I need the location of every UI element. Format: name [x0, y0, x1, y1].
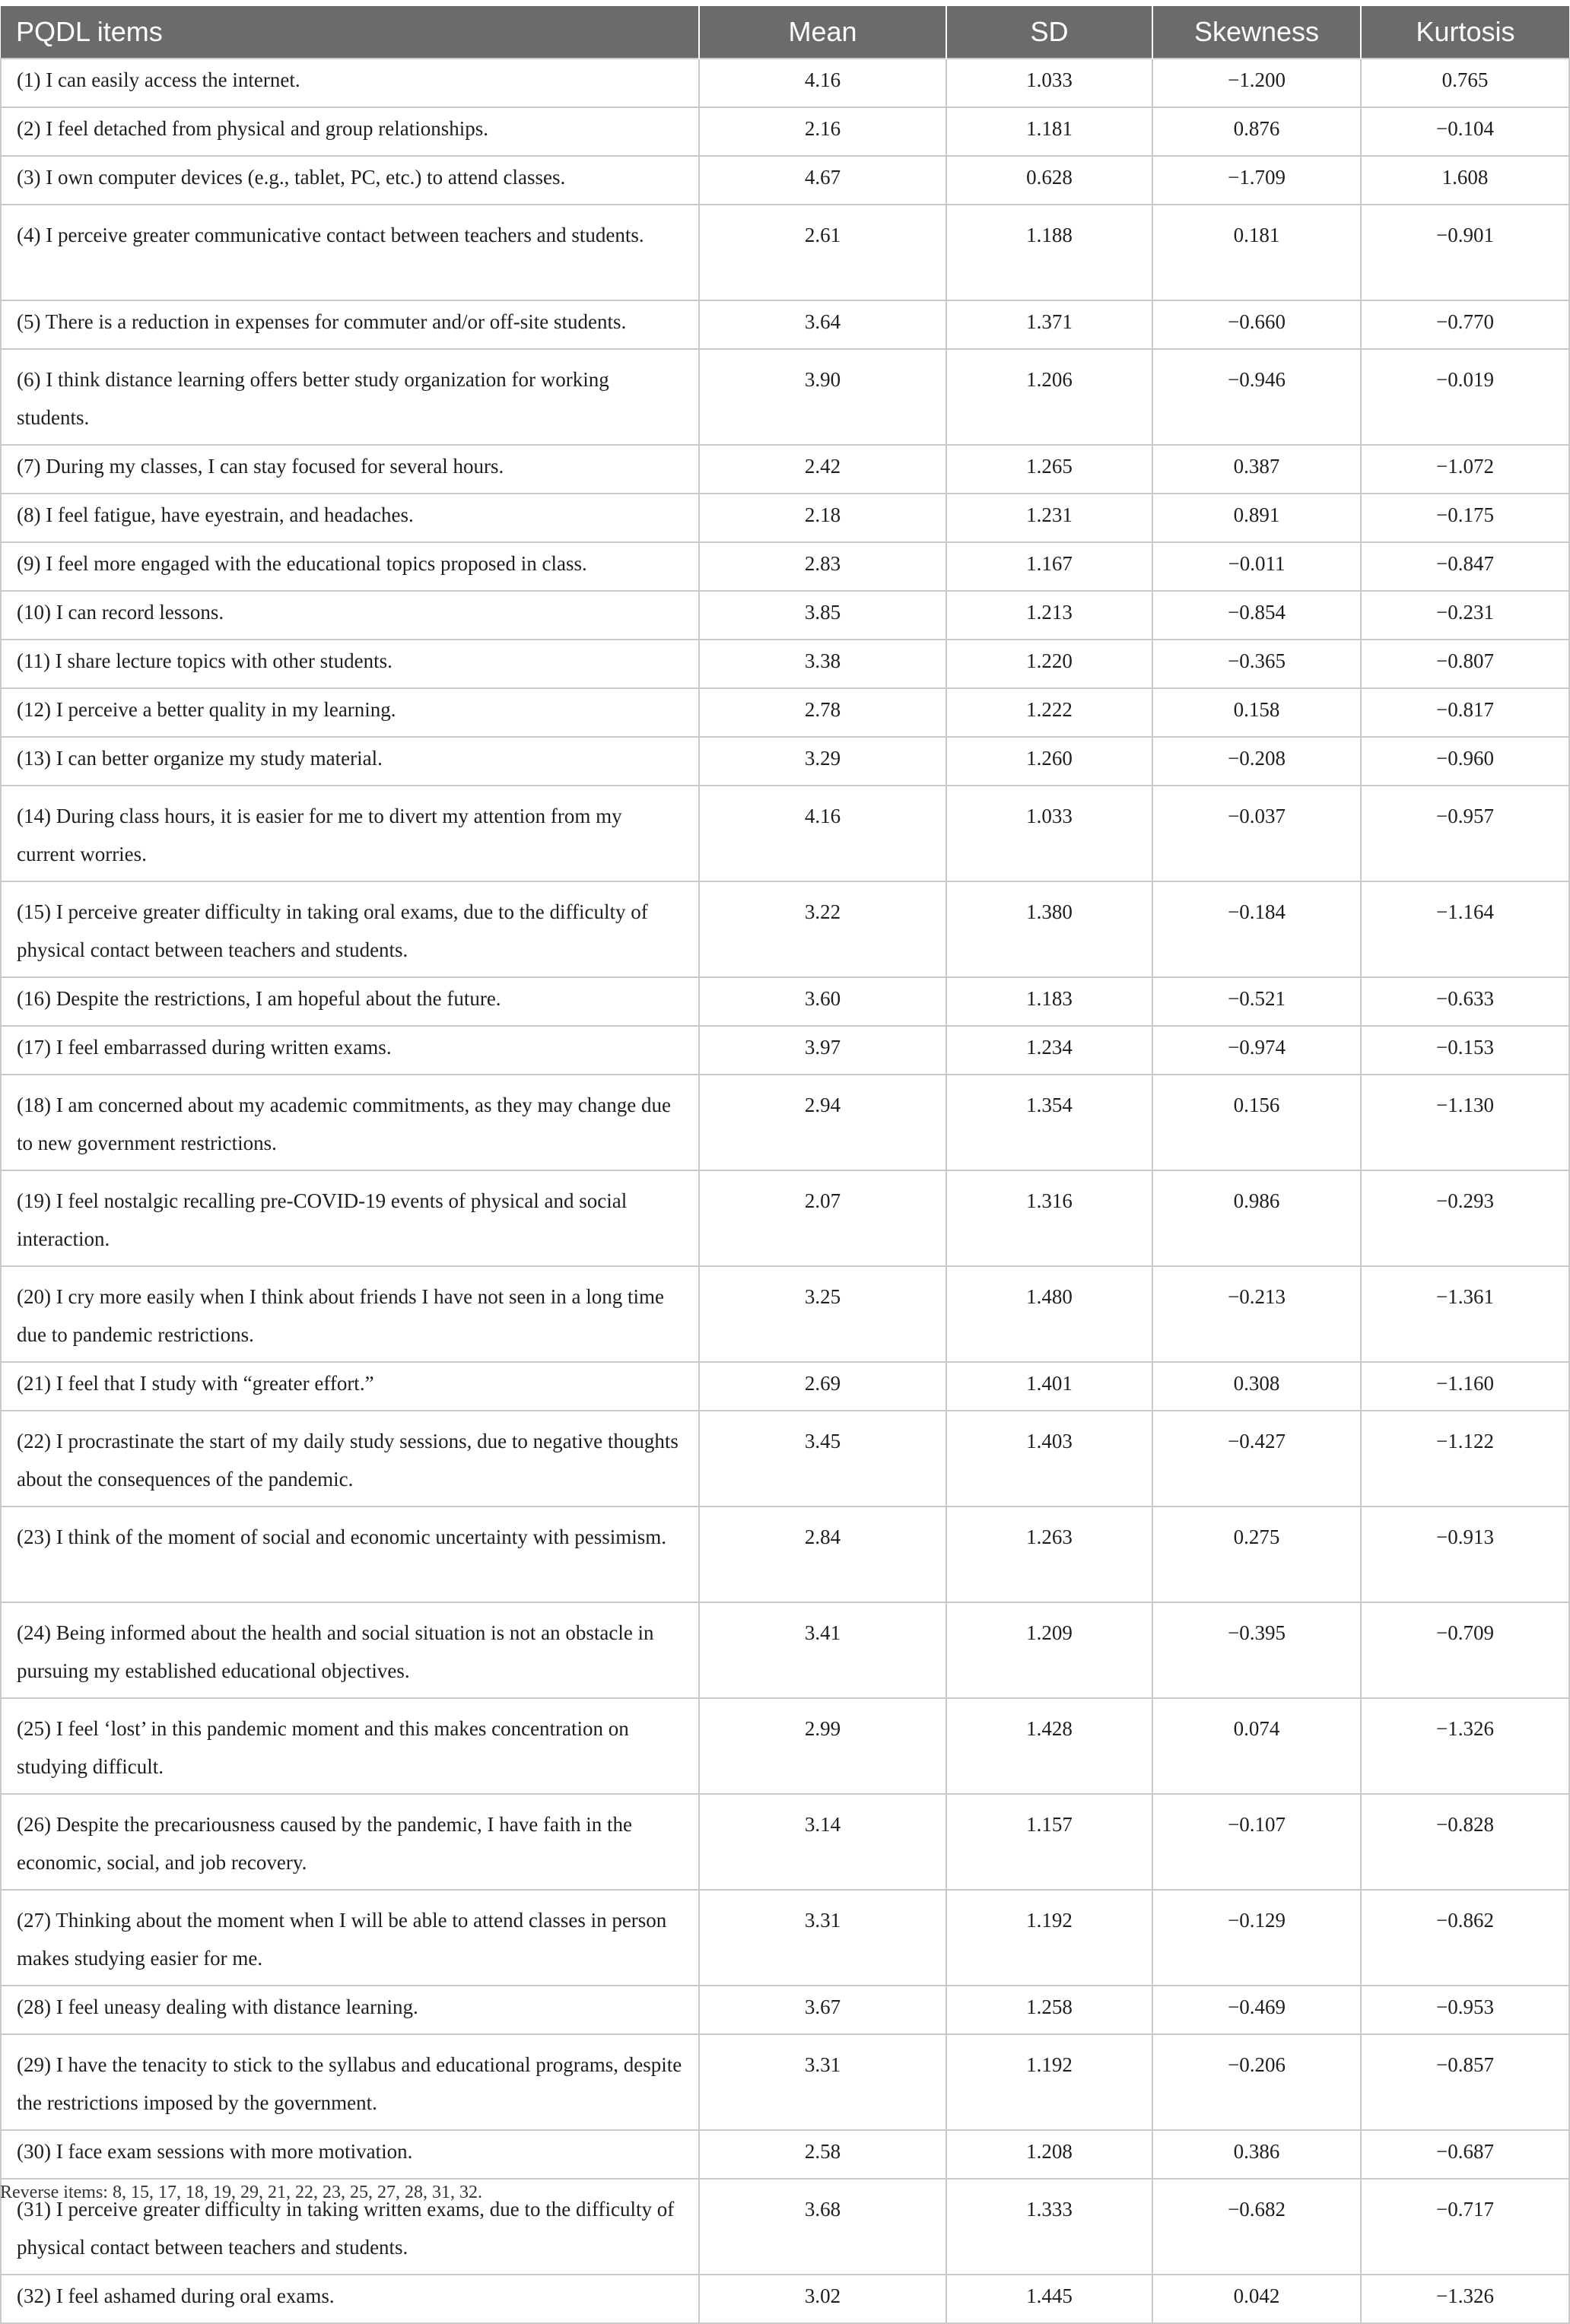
- skewness-cell: −0.469: [1152, 1986, 1361, 2034]
- kurtosis-cell: −1.130: [1361, 1075, 1569, 1170]
- table-header-row: [1, 6, 1569, 59]
- skewness-cell: −0.184: [1152, 881, 1361, 977]
- kurtosis-cell: −0.153: [1361, 1026, 1569, 1075]
- item-cell: (10) I can record lessons.: [1, 591, 699, 640]
- table-row: [1, 1411, 1569, 1506]
- kurtosis-cell: −0.770: [1361, 300, 1569, 349]
- table-row: [1, 1890, 1569, 1986]
- sd-cell: 1.354: [946, 1075, 1152, 1170]
- table-row: [1, 107, 1569, 156]
- kurtosis-cell: −0.828: [1361, 1794, 1569, 1890]
- table-row: [1, 688, 1569, 737]
- column-header-items: PQDL items: [1, 6, 699, 59]
- mean-cell: 2.16: [699, 107, 946, 156]
- item-cell: (19) I feel nostalgic recalling pre-COVID-19 events of physical and social interaction.: [1, 1170, 699, 1266]
- kurtosis-cell: 0.765: [1361, 59, 1569, 107]
- sd-cell: 1.263: [946, 1506, 1152, 1602]
- item-cell: (7) During my classes, I can stay focused for several hours.: [1, 445, 699, 494]
- item-cell: (23) I think of the moment of social and economic uncertainty with pessimism.: [1, 1506, 699, 1602]
- kurtosis-cell: −1.326: [1361, 1698, 1569, 1794]
- table-row: [1, 445, 1569, 494]
- item-cell: (26) Despite the precariousness caused by the pandemic, I have faith in the economic, social, and job recovery.: [1, 1794, 699, 1890]
- kurtosis-cell: −0.862: [1361, 1890, 1569, 1986]
- kurtosis-cell: −1.122: [1361, 1411, 1569, 1506]
- sd-cell: 1.265: [946, 445, 1152, 494]
- sd-cell: 1.234: [946, 1026, 1152, 1075]
- item-cell: (21) I feel that I study with “greater effort.”: [1, 1362, 699, 1411]
- sd-cell: 1.403: [946, 1411, 1152, 1506]
- mean-cell: 3.85: [699, 591, 946, 640]
- skewness-cell: 0.275: [1152, 1506, 1361, 1602]
- sd-cell: 1.371: [946, 300, 1152, 349]
- skewness-cell: −0.521: [1152, 977, 1361, 1026]
- item-cell: (16) Despite the restrictions, I am hopeful about the future.: [1, 977, 699, 1026]
- mean-cell: 2.18: [699, 494, 946, 542]
- mean-cell: 3.29: [699, 737, 946, 786]
- mean-cell: 2.84: [699, 1506, 946, 1602]
- sd-cell: 1.167: [946, 542, 1152, 591]
- sd-cell: 1.192: [946, 2034, 1152, 2130]
- skewness-cell: −0.129: [1152, 1890, 1361, 1986]
- kurtosis-cell: −0.960: [1361, 737, 1569, 786]
- skewness-cell: 0.876: [1152, 107, 1361, 156]
- table-container: [0, 6, 1570, 2324]
- pqdl-statistics-table: [0, 6, 1570, 2324]
- table-row: [1, 1698, 1569, 1794]
- item-cell: (4) I perceive greater communicative contact between teachers and students.: [1, 205, 699, 300]
- skewness-cell: −0.213: [1152, 1266, 1361, 1362]
- mean-cell: 3.68: [699, 2179, 946, 2275]
- skewness-cell: −1.200: [1152, 59, 1361, 107]
- kurtosis-cell: −0.231: [1361, 591, 1569, 640]
- mean-cell: 2.58: [699, 2130, 946, 2179]
- item-cell: (2) I feel detached from physical and group relationships.: [1, 107, 699, 156]
- mean-cell: 3.60: [699, 977, 946, 1026]
- table-row: [1, 1986, 1569, 2034]
- skewness-cell: 0.158: [1152, 688, 1361, 737]
- kurtosis-cell: −0.633: [1361, 977, 1569, 1026]
- sd-cell: 1.183: [946, 977, 1152, 1026]
- kurtosis-cell: −0.687: [1361, 2130, 1569, 2179]
- mean-cell: 2.69: [699, 1362, 946, 1411]
- table-row: [1, 1266, 1569, 1362]
- mean-cell: 2.61: [699, 205, 946, 300]
- kurtosis-cell: −0.807: [1361, 640, 1569, 688]
- sd-cell: 1.316: [946, 1170, 1152, 1266]
- mean-cell: 3.14: [699, 1794, 946, 1890]
- mean-cell: 3.25: [699, 1266, 946, 1362]
- sd-cell: 1.401: [946, 1362, 1152, 1411]
- kurtosis-cell: −0.913: [1361, 1506, 1569, 1602]
- mean-cell: 4.16: [699, 59, 946, 107]
- sd-cell: 1.188: [946, 205, 1152, 300]
- table-row: [1, 977, 1569, 1026]
- kurtosis-cell: −1.072: [1361, 445, 1569, 494]
- skewness-cell: −0.682: [1152, 2179, 1361, 2275]
- sd-cell: 1.033: [946, 59, 1152, 107]
- skewness-cell: −0.854: [1152, 591, 1361, 640]
- skewness-cell: 0.308: [1152, 1362, 1361, 1411]
- column-header-mean: Mean: [699, 6, 946, 59]
- kurtosis-cell: −0.293: [1361, 1170, 1569, 1266]
- mean-cell: 3.97: [699, 1026, 946, 1075]
- footnote: Reverse items: 8, 15, 17, 18, 19, 29, 21, 22, 23, 25, 27, 28, 31, 32.: [0, 2183, 482, 2202]
- skewness-cell: 0.156: [1152, 1075, 1361, 1170]
- mean-cell: 4.16: [699, 786, 946, 881]
- skewness-cell: 0.181: [1152, 205, 1361, 300]
- table-row: [1, 2130, 1569, 2179]
- column-header-sd: SD: [946, 6, 1152, 59]
- skewness-cell: −0.037: [1152, 786, 1361, 881]
- kurtosis-cell: −0.717: [1361, 2179, 1569, 2275]
- kurtosis-cell: −0.019: [1361, 349, 1569, 445]
- table-row: [1, 1794, 1569, 1890]
- mean-cell: 2.83: [699, 542, 946, 591]
- skewness-cell: −0.395: [1152, 1602, 1361, 1698]
- skewness-cell: −0.946: [1152, 349, 1361, 445]
- item-cell: (30) I face exam sessions with more motivation.: [1, 2130, 699, 2179]
- mean-cell: 2.78: [699, 688, 946, 737]
- skewness-cell: −0.011: [1152, 542, 1361, 591]
- item-cell: (13) I can better organize my study material.: [1, 737, 699, 786]
- kurtosis-cell: −0.817: [1361, 688, 1569, 737]
- skewness-cell: 0.387: [1152, 445, 1361, 494]
- sd-cell: 1.208: [946, 2130, 1152, 2179]
- item-cell: (20) I cry more easily when I think about friends I have not seen in a long time due to pandemic restrictions.: [1, 1266, 699, 1362]
- sd-cell: 1.181: [946, 107, 1152, 156]
- skewness-cell: 0.042: [1152, 2275, 1361, 2323]
- item-cell: (8) I feel fatigue, have eyestrain, and headaches.: [1, 494, 699, 542]
- sd-cell: 1.231: [946, 494, 1152, 542]
- mean-cell: 3.38: [699, 640, 946, 688]
- item-cell: (29) I have the tenacity to stick to the syllabus and educational programs, despite the restrictions imposed by the government.: [1, 2034, 699, 2130]
- skewness-cell: −0.206: [1152, 2034, 1361, 2130]
- mean-cell: 4.67: [699, 156, 946, 205]
- mean-cell: 3.64: [699, 300, 946, 349]
- sd-cell: 1.220: [946, 640, 1152, 688]
- mean-cell: 3.22: [699, 881, 946, 977]
- sd-cell: 1.445: [946, 2275, 1152, 2323]
- item-cell: (17) I feel embarrassed during written exams.: [1, 1026, 699, 1075]
- skewness-cell: −1.709: [1152, 156, 1361, 205]
- mean-cell: 3.31: [699, 2034, 946, 2130]
- mean-cell: 2.99: [699, 1698, 946, 1794]
- sd-cell: 1.480: [946, 1266, 1152, 1362]
- mean-cell: 2.42: [699, 445, 946, 494]
- skewness-cell: −0.974: [1152, 1026, 1361, 1075]
- table-row: [1, 494, 1569, 542]
- sd-cell: 1.260: [946, 737, 1152, 786]
- sd-cell: 1.213: [946, 591, 1152, 640]
- kurtosis-cell: −1.326: [1361, 2275, 1569, 2323]
- kurtosis-cell: −1.361: [1361, 1266, 1569, 1362]
- item-cell: (31) I perceive greater difficulty in taking written exams, due to the difficulty of physical contact between teachers and students.: [1, 2179, 699, 2275]
- table-row: [1, 1170, 1569, 1266]
- kurtosis-cell: −0.901: [1361, 205, 1569, 300]
- item-cell: (6) I think distance learning offers better study organization for working students.: [1, 349, 699, 445]
- table-row: [1, 1075, 1569, 1170]
- table-row: [1, 156, 1569, 205]
- mean-cell: 3.45: [699, 1411, 946, 1506]
- item-cell: (9) I feel more engaged with the educational topics proposed in class.: [1, 542, 699, 591]
- item-cell: (18) I am concerned about my academic commitments, as they may change due to new government restrictions.: [1, 1075, 699, 1170]
- sd-cell: 1.333: [946, 2179, 1152, 2275]
- item-cell: (25) I feel ‘lost’ in this pandemic moment and this makes concentration on studying difficult.: [1, 1698, 699, 1794]
- mean-cell: 3.41: [699, 1602, 946, 1698]
- item-cell: (1) I can easily access the internet.: [1, 59, 699, 107]
- table-row: [1, 349, 1569, 445]
- item-cell: (32) I feel ashamed during oral exams.: [1, 2275, 699, 2323]
- table-row: [1, 1026, 1569, 1075]
- item-cell: (27) Thinking about the moment when I will be able to attend classes in person makes studying easier for me.: [1, 1890, 699, 1986]
- table-row: [1, 737, 1569, 786]
- kurtosis-cell: −1.160: [1361, 1362, 1569, 1411]
- kurtosis-cell: −0.953: [1361, 1986, 1569, 2034]
- kurtosis-cell: −0.104: [1361, 107, 1569, 156]
- mean-cell: 2.94: [699, 1075, 946, 1170]
- mean-cell: 3.90: [699, 349, 946, 445]
- mean-cell: 3.31: [699, 1890, 946, 1986]
- kurtosis-cell: −0.847: [1361, 542, 1569, 591]
- table-row: [1, 542, 1569, 591]
- table-row: [1, 2275, 1569, 2323]
- skewness-cell: −0.107: [1152, 1794, 1361, 1890]
- skewness-cell: 0.891: [1152, 494, 1361, 542]
- item-cell: (28) I feel uneasy dealing with distance learning.: [1, 1986, 699, 2034]
- sd-cell: 1.380: [946, 881, 1152, 977]
- kurtosis-cell: −0.857: [1361, 2034, 1569, 2130]
- item-cell: (3) I own computer devices (e.g., tablet, PC, etc.) to attend classes.: [1, 156, 699, 205]
- kurtosis-cell: −0.709: [1361, 1602, 1569, 1698]
- sd-cell: 0.628: [946, 156, 1152, 205]
- mean-cell: 3.67: [699, 1986, 946, 2034]
- table-row: [1, 1362, 1569, 1411]
- kurtosis-cell: −0.957: [1361, 786, 1569, 881]
- skewness-cell: −0.365: [1152, 640, 1361, 688]
- mean-cell: 2.07: [699, 1170, 946, 1266]
- sd-cell: 1.258: [946, 1986, 1152, 2034]
- item-cell: (14) During class hours, it is easier for me to divert my attention from my current worries.: [1, 786, 699, 881]
- item-cell: (15) I perceive greater difficulty in taking oral exams, due to the difficulty of physical contact between teachers and students.: [1, 881, 699, 977]
- sd-cell: 1.209: [946, 1602, 1152, 1698]
- table-body: [1, 59, 1569, 2323]
- kurtosis-cell: −1.164: [1361, 881, 1569, 977]
- skewness-cell: −0.427: [1152, 1411, 1361, 1506]
- sd-cell: 1.033: [946, 786, 1152, 881]
- kurtosis-cell: 1.608: [1361, 156, 1569, 205]
- column-header-skewness: Skewness: [1152, 6, 1361, 59]
- item-cell: (12) I perceive a better quality in my learning.: [1, 688, 699, 737]
- sd-cell: 1.192: [946, 1890, 1152, 1986]
- item-cell: (5) There is a reduction in expenses for commuter and/or off-site students.: [1, 300, 699, 349]
- table-row: [1, 591, 1569, 640]
- table-row: [1, 1602, 1569, 1698]
- table-row: [1, 300, 1569, 349]
- kurtosis-cell: −0.175: [1361, 494, 1569, 542]
- table-row: [1, 1506, 1569, 1602]
- skewness-cell: −0.208: [1152, 737, 1361, 786]
- skewness-cell: 0.986: [1152, 1170, 1361, 1266]
- sd-cell: 1.428: [946, 1698, 1152, 1794]
- table-row: [1, 2034, 1569, 2130]
- table-row: [1, 881, 1569, 977]
- column-header-kurtosis: Kurtosis: [1361, 6, 1569, 59]
- skewness-cell: 0.386: [1152, 2130, 1361, 2179]
- sd-cell: 1.157: [946, 1794, 1152, 1890]
- table-row: [1, 786, 1569, 881]
- mean-cell: 3.02: [699, 2275, 946, 2323]
- item-cell: (22) I procrastinate the start of my daily study sessions, due to negative thoughts about the consequences of the pandemic.: [1, 1411, 699, 1506]
- sd-cell: 1.222: [946, 688, 1152, 737]
- table-row: [1, 205, 1569, 300]
- table-row: [1, 59, 1569, 107]
- sd-cell: 1.206: [946, 349, 1152, 445]
- skewness-cell: 0.074: [1152, 1698, 1361, 1794]
- item-cell: (24) Being informed about the health and social situation is not an obstacle in pursuing my established educational objectives.: [1, 1602, 699, 1698]
- item-cell: (11) I share lecture topics with other students.: [1, 640, 699, 688]
- skewness-cell: −0.660: [1152, 300, 1361, 349]
- table-row: [1, 640, 1569, 688]
